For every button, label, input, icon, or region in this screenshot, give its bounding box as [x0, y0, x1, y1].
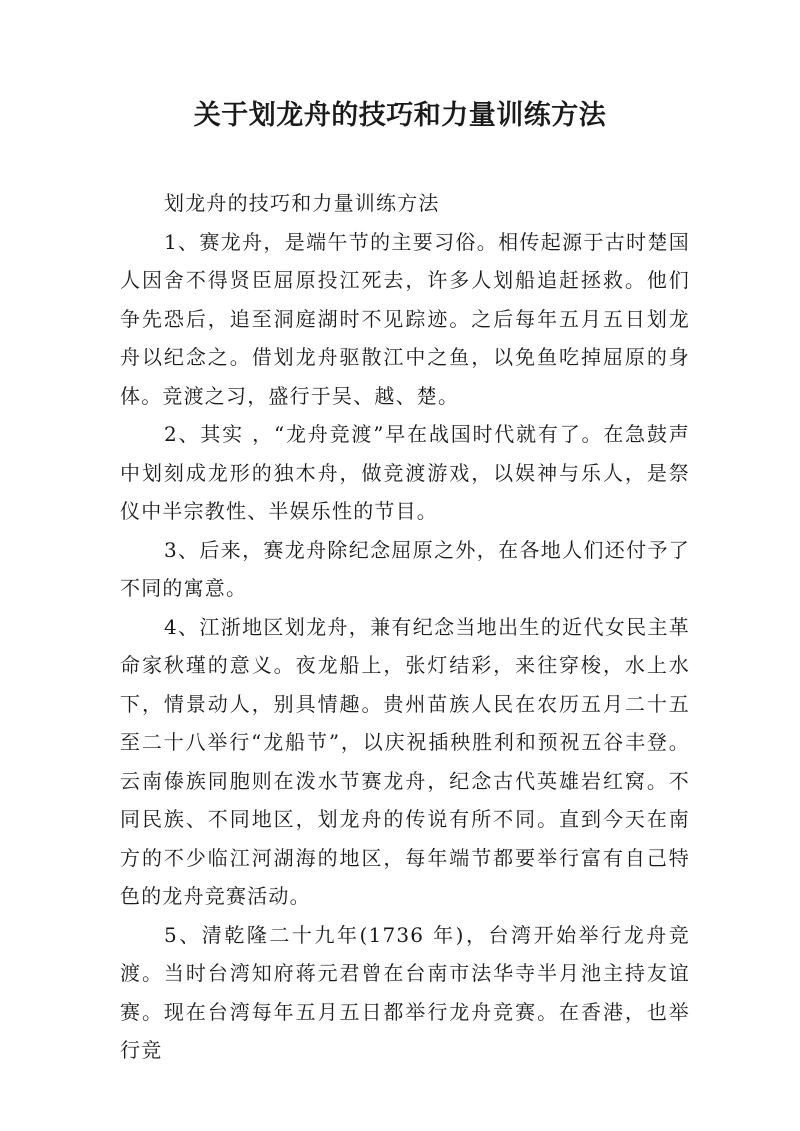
- document-title: 关于划龙舟的技巧和力量训练方法: [193, 100, 607, 131]
- paragraph-5: 5、清乾隆二十九年(1736 年)，台湾开始举行龙舟竞渡。当时台湾知府蒋元君曾在台南市法华寺半月池主持友谊赛。现在台湾每年五月五日都举行龙舟竞赛。在香港，也举行竞: [120, 922, 690, 1062]
- paragraph-1: 1、赛龙舟，是端午节的主要习俗。相传起源于古时楚国人因舍不得贤臣屈原投江死去，许多人划船追赶拯救。他们争先恐后，追至洞庭湖时不见踪迹。之后每年五月五日划龙舟以纪念之。借划龙舟驱散江中之鱼，以免鱼吃掉屈原的身体。竞渡之习，盛行于吴、越、楚。: [120, 229, 690, 408]
- paragraph-3: 3、后来，赛龙舟除纪念屈原之外，在各地人们还付予了不同的寓意。: [120, 537, 690, 600]
- paragraph-subtitle: 划龙舟的技巧和力量训练方法: [164, 191, 440, 215]
- paragraph-2: 2、其实 ，“龙舟竞渡”早在战国时代就有了。在急鼓声中划刻成龙形的独木舟，做竞渡游戏，以娱神与乐人，是祭仪中半宗教性、半娱乐性的节目。: [120, 422, 690, 523]
- document-body: [120, 184, 690, 1070]
- paragraph-4: 4、江浙地区划龙舟，兼有纪念当地出生的近代女民主革命家秋瑾的意义。夜龙船上，张灯结彩，来往穿梭，水上水下，情景动人，别具情趣。贵州苗族人民在农历五月二十五至二十八举行“龙船节”，以庆祝插秧胜利和预祝五谷丰登。云南傣族同胞则在泼水节赛龙舟，纪念古代英雄岩红窝。不同民族、不同地区，划龙舟的传说有所不同。直到今天在南方的不少临江河湖海的地区，每年端节都要举行富有自己特色的龙舟竞赛活动。: [120, 614, 690, 908]
